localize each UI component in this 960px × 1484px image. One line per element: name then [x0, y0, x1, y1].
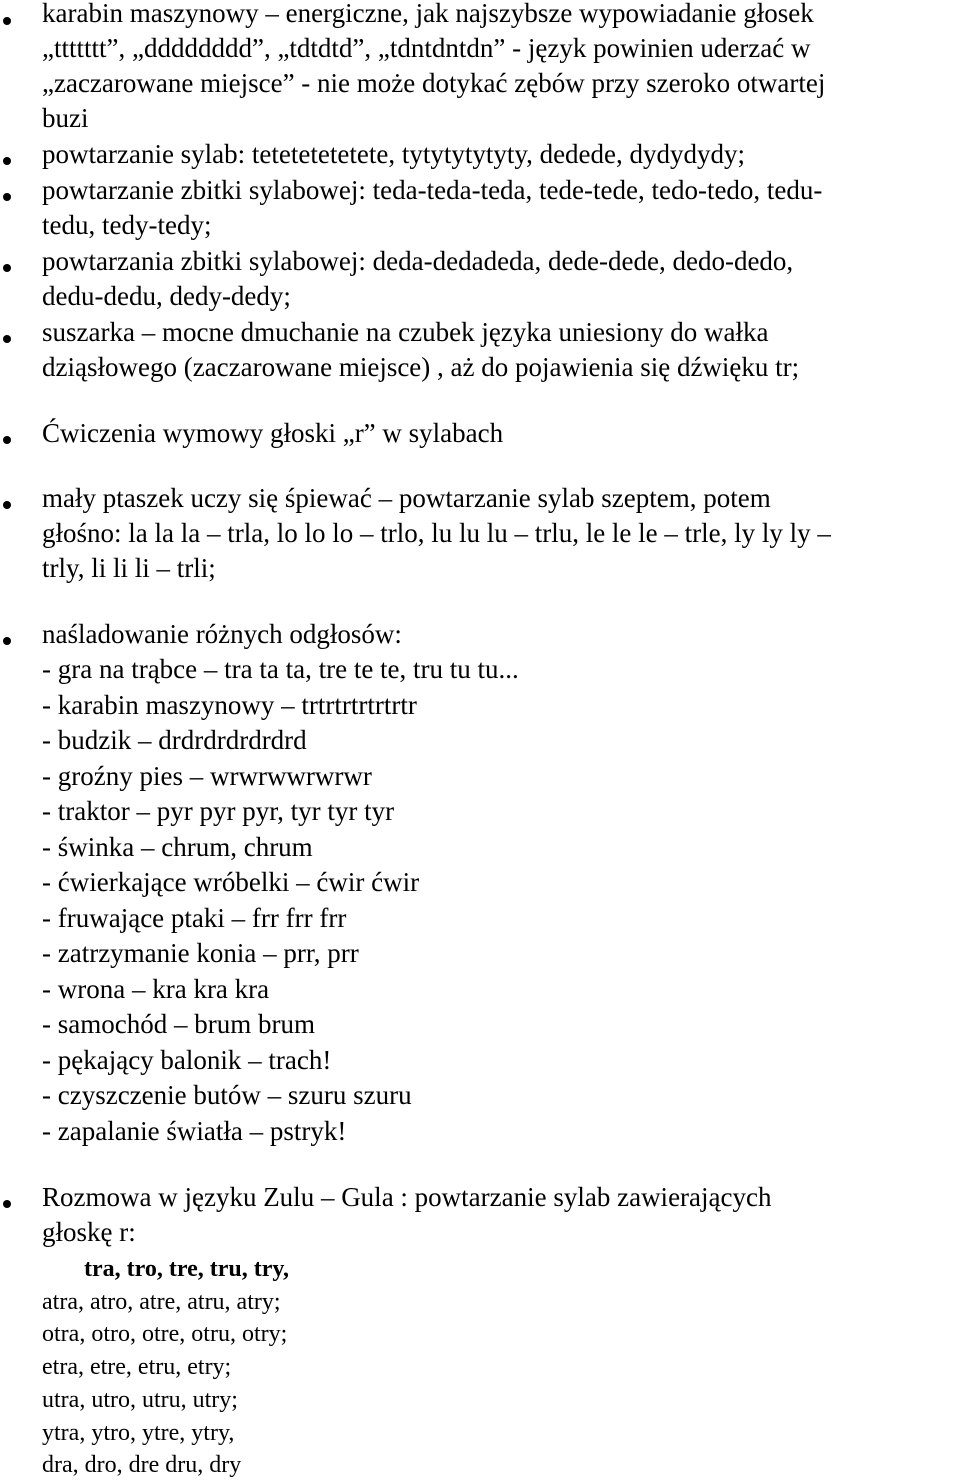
sound-line: - ćwierkające wróbelki – ćwir ćwir	[42, 867, 420, 897]
list-item-line: Ćwiczenia wymowy głoski „r” w sylabach	[42, 418, 504, 448]
list-item-line: „ttttttt”, „dddddddd”, „tdtdtd”, „tdntdntdn” - język powinien uderzać w	[42, 33, 811, 63]
list-item-line: buzi	[42, 103, 89, 133]
syllables-line: ytra, ytro, ytre, ytry,	[42, 1420, 235, 1446]
list-item-line: powtarzanie sylab: tetetetetetete, tytytytytyty, dedede, dydydydy;	[42, 139, 746, 169]
sound-line: - karabin maszynowy – trtrtrtrtrtrtr	[42, 690, 417, 720]
list-item-line: mały ptaszek uczy się śpiewać – powtarzanie sylab szeptem, potem	[42, 483, 771, 513]
list-item-line: dedu-dedu, dedy-dedy;	[42, 281, 291, 311]
sound-line: - groźny pies – wrwrwwrwrwr	[42, 761, 372, 791]
list-item-line: „zaczarowane miejsce” - nie może dotykać zębów przy szeroko otwartej	[42, 68, 826, 98]
bullet-icon	[3, 1200, 11, 1208]
list-item-line: naśladowanie różnych odgłosów:	[42, 619, 402, 649]
bullet-icon	[3, 637, 11, 645]
list-item-line: głośno: la la la – trla, lo lo lo – trlo, lu lu lu – trlu, le le le – trle, ly ly ly –	[42, 518, 831, 548]
list-item-line: tedu, tedy-tedy;	[42, 210, 212, 240]
sound-line: - zatrzymanie konia – prr, prr	[42, 938, 359, 968]
list-item-line: powtarzania zbitki sylabowej: deda-dedadeda, dede-dede, dedo-dedo,	[42, 246, 794, 276]
syllables-heading: tra, tro, tre, tru, try,	[84, 1256, 290, 1282]
bullet-icon	[3, 264, 11, 272]
sound-line: - gra na trąbce – tra ta ta, tre te te, tru tu tu...	[42, 654, 519, 684]
list-item-line: powtarzanie zbitki sylabowej: teda-teda-teda, tede-tede, tedo-tedo, tedu-	[42, 175, 823, 205]
bullet-icon	[3, 17, 11, 25]
bullet-icon	[3, 193, 11, 201]
bullet-icon	[3, 501, 11, 509]
syllables-line: otra, otro, otre, otru, otry;	[42, 1321, 288, 1347]
sound-line: - budzik – drdrdrdrdrdrd	[42, 725, 307, 755]
syllables-line: etra, etre, etru, etry;	[42, 1354, 232, 1380]
sound-line: - fruwające ptaki – frr frr frr	[42, 903, 347, 933]
syllables-line: atra, atro, atre, atru, atry;	[42, 1289, 281, 1315]
bullet-icon	[3, 436, 11, 444]
sound-line: - pękający balonik – trach!	[42, 1045, 332, 1075]
syllables-line: dra, dro, dre dru, dry	[42, 1452, 242, 1478]
list-item-line: karabin maszynowy – energiczne, jak najszybsze wypowiadanie głosek	[42, 0, 814, 28]
sound-line: - samochód – brum brum	[42, 1009, 315, 1039]
list-item-line: suszarka – mocne dmuchanie na czubek języka uniesiony do wałka	[42, 317, 769, 347]
list-item-line: trly, li li li – trli;	[42, 553, 216, 583]
sound-line: - traktor – pyr pyr pyr, tyr tyr tyr	[42, 796, 395, 826]
sound-line: - wrona – kra kra kra	[42, 974, 270, 1004]
sound-line: - świnka – chrum, chrum	[42, 832, 313, 862]
list-item-line: głoskę r:	[42, 1217, 136, 1247]
syllables-line: utra, utro, utru, utry;	[42, 1387, 238, 1413]
bullet-icon	[3, 335, 11, 343]
list-item-line: Rozmowa w języku Zulu – Gula : powtarzanie sylab zawierających	[42, 1182, 772, 1212]
sound-line: - zapalanie światła – pstryk!	[42, 1116, 347, 1146]
list-item-line: dziąsłowego (zaczarowane miejsce) , aż do pojawienia się dźwięku tr;	[42, 352, 800, 382]
bullet-icon	[3, 157, 11, 165]
sound-line: - czyszczenie butów – szuru szuru	[42, 1080, 412, 1110]
